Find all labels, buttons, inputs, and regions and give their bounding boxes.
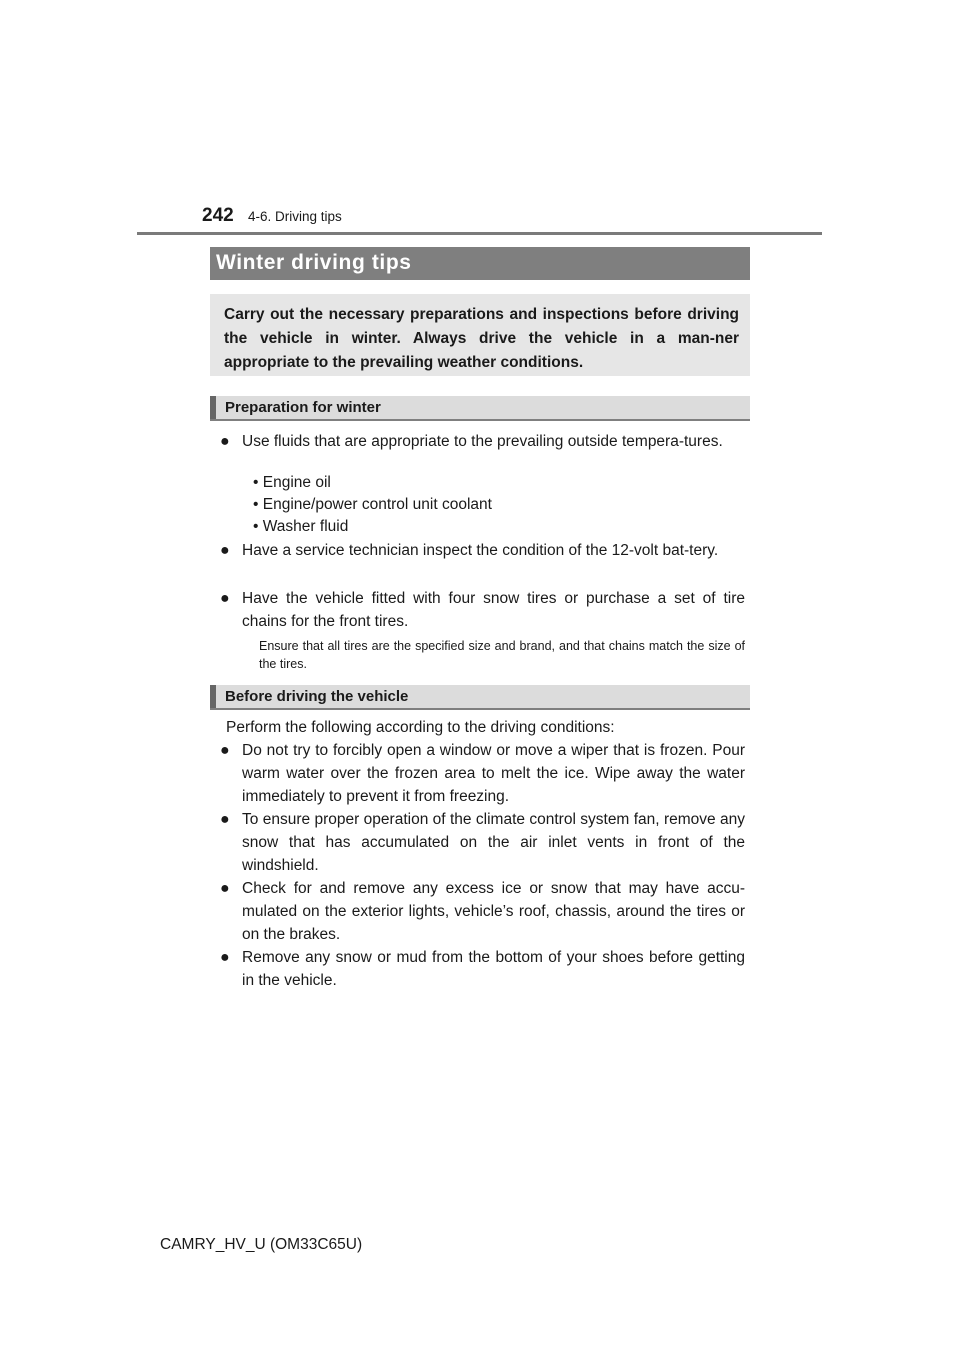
bullet-icon: ● <box>220 590 230 607</box>
fluid-item <box>253 516 348 538</box>
list-item <box>220 808 745 877</box>
bullet-text: Have the vehicle fitted with four snow tires or purchase a set of tire chains for the front tires. <box>242 590 745 630</box>
bullet-text: Remove any snow or mud from the bottom of your shoes before getting in the vehicle. <box>242 949 745 989</box>
intro-text: Carry out the necessary preparations and inspections before driving the vehicle in winter. Always drive the vehicle in a man-ner appropriate to the prevailing weather conditions. <box>224 306 739 371</box>
bullet-text: Do not try to forcibly open a window or move a wiper that is frozen. Pour warm water over the frozen area to melt the ice. Wipe away the water immediately to prevent it from freezing. <box>242 742 745 805</box>
heading-accent-bar <box>210 685 216 708</box>
sub-bullet-icon: • <box>253 474 259 491</box>
before-driving-lead: Perform the following according to the driving conditions: <box>226 719 615 736</box>
list-item <box>220 539 745 562</box>
list-item <box>220 946 745 992</box>
bullet-icon: ● <box>220 742 230 759</box>
bullet-icon: ● <box>220 542 230 559</box>
title-bar <box>210 247 750 280</box>
heading-accent-bar <box>210 396 216 419</box>
header-rule <box>137 232 822 235</box>
list-item <box>220 587 745 633</box>
bullet-text: Check for and remove any excess ice or snow that may have accu-mulated on the exterior lights, vehicle’s roof, chassis, around the tires or on the brakes. <box>242 880 745 943</box>
fluid-item <box>253 472 331 494</box>
bullet-icon: ● <box>220 811 230 828</box>
bullet-icon: ● <box>220 949 230 966</box>
fluid-text: Washer fluid <box>262 518 349 535</box>
fluid-text: Engine oil <box>262 474 331 491</box>
sub-bullet-icon: • <box>253 496 259 513</box>
intro-box <box>210 294 750 376</box>
bullet-text: Use fluids that are appropriate to the prevailing outside tempera-tures. <box>242 433 723 450</box>
section-reference: 4-6. Driving tips <box>248 209 342 224</box>
before-driving-heading-bar <box>210 685 750 710</box>
list-item <box>220 739 745 808</box>
footer-model-code: CAMRY_HV_U (OM33C65U) <box>160 1236 363 1253</box>
fluid-text: Engine/power control unit coolant <box>262 496 492 513</box>
bullet-icon: ● <box>220 433 230 450</box>
bullet-text: Have a service technician inspect the condition of the 12-volt bat-tery. <box>242 542 719 559</box>
page-title: Winter driving tips <box>216 251 412 274</box>
preparation-heading: Preparation for winter <box>225 399 381 416</box>
list-item <box>220 430 745 453</box>
bullet-icon: ● <box>220 880 230 897</box>
fluid-item <box>253 494 492 516</box>
list-item <box>220 877 745 946</box>
bullet-text: To ensure proper operation of the climate control system fan, remove any snow that has accumulated on the air inlet vents in front of the windshield. <box>242 811 745 874</box>
page-number: 242 <box>202 205 234 226</box>
tire-note: Ensure that all tires are the specified size and brand, and that chains match the size of the tires. <box>259 639 745 671</box>
sub-bullet-icon: • <box>253 518 259 535</box>
preparation-heading-bar <box>210 396 750 421</box>
before-driving-heading: Before driving the vehicle <box>225 688 409 705</box>
